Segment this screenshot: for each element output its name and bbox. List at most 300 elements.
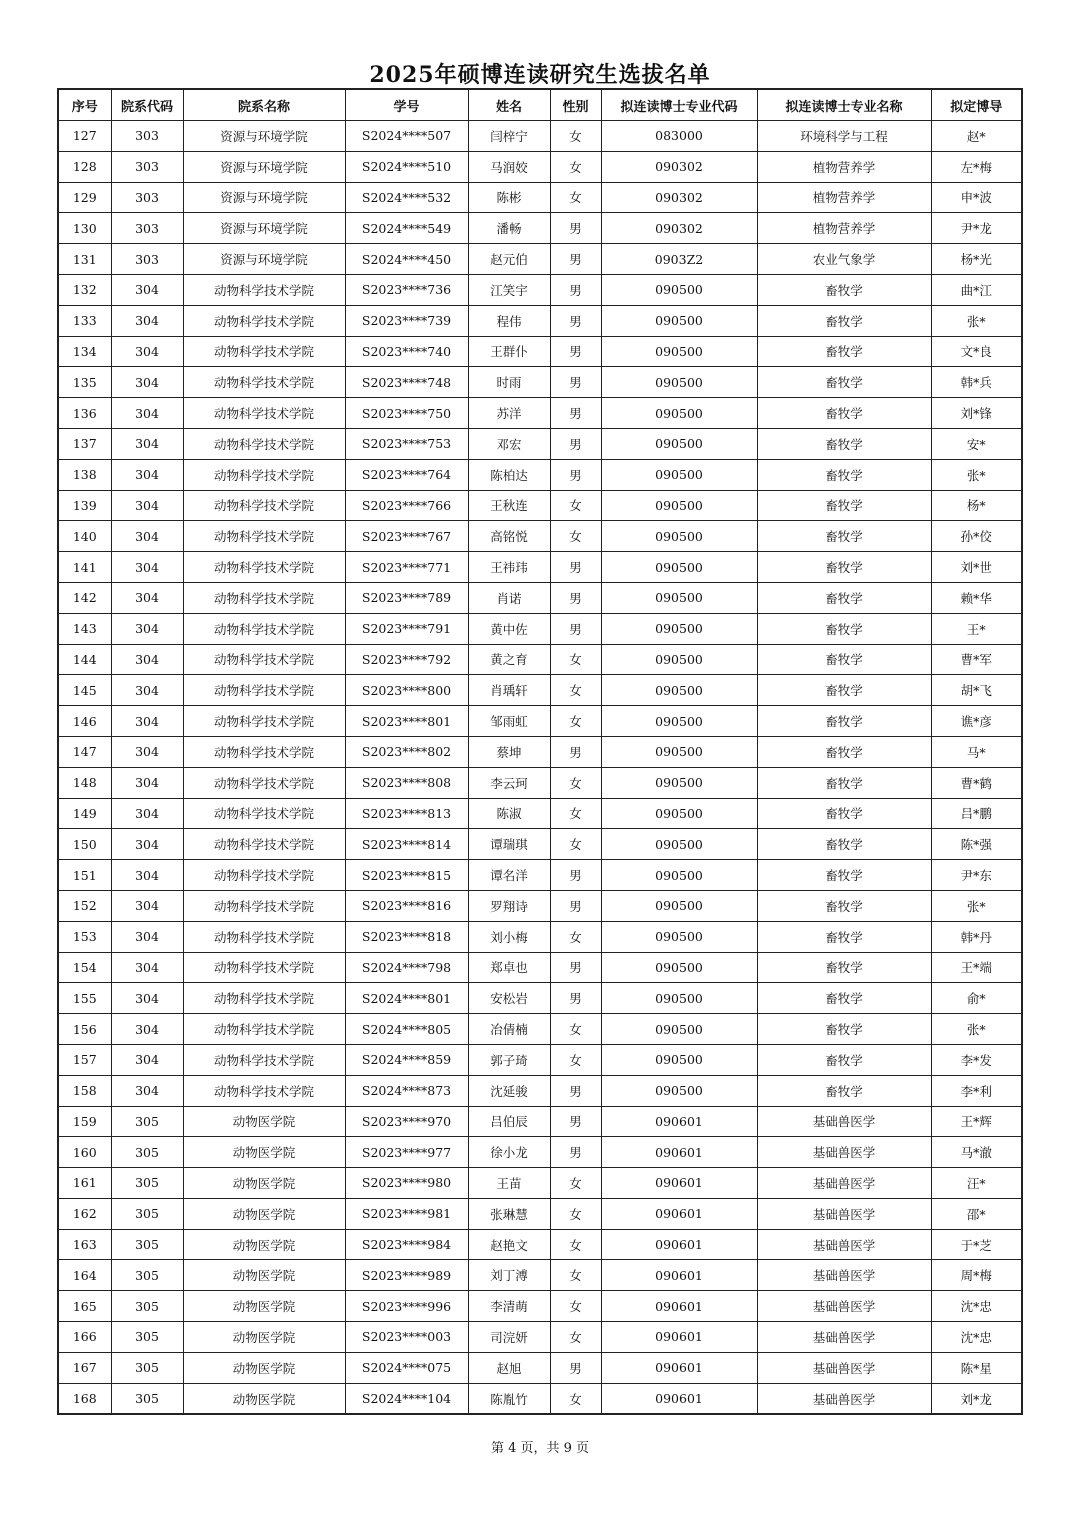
cell-major-name: 畜牧学 (757, 983, 931, 1014)
table-row (58, 582, 1022, 613)
cell-major-code: 090500 (601, 305, 757, 336)
cell-index: 135 (58, 367, 111, 398)
cell-major-code: 090500 (601, 367, 757, 398)
cell-gender: 男 (550, 459, 601, 490)
header-supervisor: 拟定博导 (931, 89, 1022, 121)
cell-dept-name: 动物科学技术学院 (183, 274, 345, 305)
cell-index: 167 (58, 1352, 111, 1383)
cell-dept-code: 304 (111, 1075, 183, 1106)
cell-index: 128 (58, 151, 111, 182)
cell-dept-name: 动物医学院 (183, 1168, 345, 1199)
cell-major-code: 083000 (601, 121, 757, 152)
table-row (58, 459, 1022, 490)
cell-major-name: 畜牧学 (757, 521, 931, 552)
cell-major-code: 090500 (601, 798, 757, 829)
cell-gender: 女 (550, 1014, 601, 1045)
cell-dept-name: 动物科学技术学院 (183, 521, 345, 552)
cell-major-name: 畜牧学 (757, 459, 931, 490)
cell-dept-name: 动物科学技术学院 (183, 459, 345, 490)
cell-major-code: 090500 (601, 767, 757, 798)
cell-dept-code: 303 (111, 182, 183, 213)
cell-index: 141 (58, 552, 111, 583)
cell-dept-name: 动物科学技术学院 (183, 860, 345, 891)
cell-supervisor: 陈*星 (931, 1352, 1022, 1383)
cell-index: 131 (58, 244, 111, 275)
cell-index: 142 (58, 582, 111, 613)
cell-major-name: 畜牧学 (757, 613, 931, 644)
cell-supervisor: 胡*飞 (931, 675, 1022, 706)
cell-index: 165 (58, 1291, 111, 1322)
cell-supervisor: 沈*忠 (931, 1291, 1022, 1322)
cell-supervisor: 张* (931, 890, 1022, 921)
cell-major-code: 090302 (601, 151, 757, 182)
cell-major-name: 畜牧学 (757, 860, 931, 891)
cell-student-id: S2023****748 (345, 367, 468, 398)
cell-supervisor: 刘*锋 (931, 398, 1022, 429)
cell-name: 刘丁溥 (468, 1260, 550, 1291)
cell-dept-code: 304 (111, 736, 183, 767)
cell-dept-name: 动物医学院 (183, 1291, 345, 1322)
cell-gender: 男 (550, 1106, 601, 1137)
cell-major-name: 基础兽医学 (757, 1198, 931, 1229)
cell-major-code: 0903Z2 (601, 244, 757, 275)
table-row (58, 1137, 1022, 1168)
cell-dept-code: 305 (111, 1106, 183, 1137)
cell-name: 蔡坤 (468, 736, 550, 767)
cell-dept-name: 动物医学院 (183, 1137, 345, 1168)
cell-supervisor: 申*波 (931, 182, 1022, 213)
cell-major-code: 090500 (601, 336, 757, 367)
selection-table (57, 88, 1023, 1415)
table-row (58, 336, 1022, 367)
cell-major-code: 090601 (601, 1260, 757, 1291)
cell-student-id: S2024****859 (345, 1044, 468, 1075)
cell-dept-code: 304 (111, 367, 183, 398)
cell-dept-code: 304 (111, 336, 183, 367)
cell-student-id: S2023****980 (345, 1168, 468, 1199)
cell-dept-name: 动物科学技术学院 (183, 613, 345, 644)
cell-dept-name: 动物科学技术学院 (183, 644, 345, 675)
cell-dept-code: 304 (111, 1014, 183, 1045)
cell-student-id: S2023****816 (345, 890, 468, 921)
cell-index: 151 (58, 860, 111, 891)
cell-supervisor: 吕*鹏 (931, 798, 1022, 829)
cell-gender: 男 (550, 983, 601, 1014)
table-row (58, 706, 1022, 737)
cell-major-code: 090601 (601, 1229, 757, 1260)
cell-dept-code: 304 (111, 305, 183, 336)
cell-major-name: 基础兽医学 (757, 1322, 931, 1353)
cell-supervisor: 左*梅 (931, 151, 1022, 182)
cell-name: 王群仆 (468, 336, 550, 367)
cell-student-id: S2024****805 (345, 1014, 468, 1045)
cell-supervisor: 李*发 (931, 1044, 1022, 1075)
cell-dept-name: 动物科学技术学院 (183, 1044, 345, 1075)
cell-name: 沈延骏 (468, 1075, 550, 1106)
cell-major-name: 畜牧学 (757, 398, 931, 429)
cell-gender: 女 (550, 829, 601, 860)
cell-major-name: 基础兽医学 (757, 1137, 931, 1168)
cell-dept-code: 304 (111, 767, 183, 798)
cell-name: 黄中佐 (468, 613, 550, 644)
cell-student-id: S2024****873 (345, 1075, 468, 1106)
cell-student-id: S2023****736 (345, 274, 468, 305)
cell-index: 168 (58, 1383, 111, 1414)
cell-student-id: S2023****766 (345, 490, 468, 521)
cell-student-id: S2023****996 (345, 1291, 468, 1322)
header-name: 姓名 (468, 89, 550, 121)
cell-index: 164 (58, 1260, 111, 1291)
cell-dept-code: 305 (111, 1260, 183, 1291)
cell-major-name: 畜牧学 (757, 736, 931, 767)
table-row (58, 428, 1022, 459)
cell-dept-code: 304 (111, 798, 183, 829)
cell-name: 王秋连 (468, 490, 550, 521)
cell-gender: 男 (550, 552, 601, 583)
cell-major-code: 090500 (601, 398, 757, 429)
cell-dept-code: 304 (111, 552, 183, 583)
cell-gender: 男 (550, 367, 601, 398)
cell-gender: 男 (550, 305, 601, 336)
cell-index: 155 (58, 983, 111, 1014)
cell-dept-name: 资源与环境学院 (183, 182, 345, 213)
table-row (58, 1198, 1022, 1229)
cell-dept-name: 动物科学技术学院 (183, 952, 345, 983)
cell-supervisor: 王* (931, 613, 1022, 644)
cell-student-id: S2023****977 (345, 1137, 468, 1168)
cell-student-id: S2024****507 (345, 121, 468, 152)
cell-name: 马润姣 (468, 151, 550, 182)
table-row (58, 1014, 1022, 1045)
cell-student-id: S2023****970 (345, 1106, 468, 1137)
cell-dept-name: 资源与环境学院 (183, 151, 345, 182)
cell-major-code: 090500 (601, 706, 757, 737)
cell-dept-code: 305 (111, 1137, 183, 1168)
cell-student-id: S2023****739 (345, 305, 468, 336)
cell-major-name: 基础兽医学 (757, 1168, 931, 1199)
cell-student-id: S2023****981 (345, 1198, 468, 1229)
cell-name: 谭瑞琪 (468, 829, 550, 860)
table-row (58, 890, 1022, 921)
cell-dept-code: 304 (111, 613, 183, 644)
cell-dept-code: 304 (111, 428, 183, 459)
cell-major-code: 090500 (601, 582, 757, 613)
cell-index: 160 (58, 1137, 111, 1168)
cell-dept-name: 动物科学技术学院 (183, 798, 345, 829)
cell-dept-name: 动物医学院 (183, 1383, 345, 1414)
cell-index: 145 (58, 675, 111, 706)
table-row (58, 1075, 1022, 1106)
cell-student-id: S2023****813 (345, 798, 468, 829)
cell-supervisor: 韩*兵 (931, 367, 1022, 398)
page-title: 2025年硕博连读研究生选拔名单 (369, 62, 711, 88)
cell-gender: 女 (550, 675, 601, 706)
cell-dept-code: 304 (111, 644, 183, 675)
cell-index: 140 (58, 521, 111, 552)
cell-major-name: 畜牧学 (757, 367, 931, 398)
table-row (58, 860, 1022, 891)
table-row (58, 367, 1022, 398)
cell-dept-name: 动物医学院 (183, 1229, 345, 1260)
table-row (58, 983, 1022, 1014)
cell-dept-code: 305 (111, 1352, 183, 1383)
cell-supervisor: 俞* (931, 983, 1022, 1014)
cell-gender: 女 (550, 1383, 601, 1414)
cell-supervisor: 张* (931, 1014, 1022, 1045)
cell-index: 129 (58, 182, 111, 213)
cell-student-id: S2023****792 (345, 644, 468, 675)
cell-major-name: 植物营养学 (757, 151, 931, 182)
table-row (58, 151, 1022, 182)
cell-dept-name: 动物科学技术学院 (183, 706, 345, 737)
cell-supervisor: 刘*龙 (931, 1383, 1022, 1414)
cell-supervisor: 邵* (931, 1198, 1022, 1229)
cell-supervisor: 尹*东 (931, 860, 1022, 891)
cell-dept-name: 动物科学技术学院 (183, 552, 345, 583)
cell-name: 邓宏 (468, 428, 550, 459)
cell-dept-code: 304 (111, 1044, 183, 1075)
cell-gender: 女 (550, 1198, 601, 1229)
cell-name: 司浣妍 (468, 1322, 550, 1353)
cell-supervisor: 王*辉 (931, 1106, 1022, 1137)
cell-name: 江笑宇 (468, 274, 550, 305)
page-footer: 第 4 页，共 9 页 (490, 1441, 590, 1456)
cell-major-name: 畜牧学 (757, 706, 931, 737)
table-row (58, 829, 1022, 860)
cell-major-code: 090500 (601, 829, 757, 860)
cell-supervisor: 王*端 (931, 952, 1022, 983)
table-row (58, 798, 1022, 829)
cell-dept-code: 304 (111, 952, 183, 983)
table-row (58, 1260, 1022, 1291)
cell-major-name: 畜牧学 (757, 336, 931, 367)
cell-gender: 女 (550, 767, 601, 798)
cell-index: 146 (58, 706, 111, 737)
cell-student-id: S2023****989 (345, 1260, 468, 1291)
cell-major-name: 畜牧学 (757, 428, 931, 459)
cell-supervisor: 谯*彦 (931, 706, 1022, 737)
cell-student-id: S2023****814 (345, 829, 468, 860)
cell-major-code: 090601 (601, 1383, 757, 1414)
cell-dept-code: 304 (111, 890, 183, 921)
cell-index: 149 (58, 798, 111, 829)
cell-supervisor: 陈*强 (931, 829, 1022, 860)
cell-major-name: 畜牧学 (757, 921, 931, 952)
cell-gender: 男 (550, 860, 601, 891)
cell-index: 143 (58, 613, 111, 644)
cell-name: 陈柏达 (468, 459, 550, 490)
table-row (58, 1106, 1022, 1137)
cell-index: 150 (58, 829, 111, 860)
cell-name: 刘小梅 (468, 921, 550, 952)
cell-major-code: 090500 (601, 675, 757, 706)
cell-index: 154 (58, 952, 111, 983)
cell-major-code: 090601 (601, 1352, 757, 1383)
table-row (58, 1229, 1022, 1260)
cell-student-id: S2024****510 (345, 151, 468, 182)
cell-dept-name: 动物科学技术学院 (183, 305, 345, 336)
cell-major-name: 基础兽医学 (757, 1260, 931, 1291)
cell-dept-name: 动物科学技术学院 (183, 767, 345, 798)
table-header-row (58, 89, 1022, 121)
cell-major-code: 090302 (601, 213, 757, 244)
cell-index: 161 (58, 1168, 111, 1199)
table-row (58, 213, 1022, 244)
cell-index: 136 (58, 398, 111, 429)
cell-dept-code: 304 (111, 582, 183, 613)
cell-dept-code: 304 (111, 274, 183, 305)
cell-name: 潘畅 (468, 213, 550, 244)
cell-major-name: 畜牧学 (757, 829, 931, 860)
cell-major-code: 090500 (601, 459, 757, 490)
cell-supervisor: 李*利 (931, 1075, 1022, 1106)
cell-index: 132 (58, 274, 111, 305)
cell-student-id: S2024****075 (345, 1352, 468, 1383)
cell-gender: 女 (550, 798, 601, 829)
cell-major-name: 基础兽医学 (757, 1352, 931, 1383)
cell-major-name: 基础兽医学 (757, 1106, 931, 1137)
cell-gender: 男 (550, 398, 601, 429)
cell-major-name: 畜牧学 (757, 798, 931, 829)
table-row (58, 644, 1022, 675)
table-row (58, 952, 1022, 983)
cell-student-id: S2024****549 (345, 213, 468, 244)
cell-dept-name: 动物科学技术学院 (183, 336, 345, 367)
cell-student-id: S2023****753 (345, 428, 468, 459)
cell-major-name: 畜牧学 (757, 644, 931, 675)
cell-major-name: 畜牧学 (757, 952, 931, 983)
cell-major-code: 090302 (601, 182, 757, 213)
cell-dept-name: 动物科学技术学院 (183, 1075, 345, 1106)
cell-dept-code: 304 (111, 921, 183, 952)
cell-student-id: S2023****767 (345, 521, 468, 552)
cell-name: 李云珂 (468, 767, 550, 798)
cell-dept-name: 动物医学院 (183, 1260, 345, 1291)
cell-index: 133 (58, 305, 111, 336)
cell-gender: 男 (550, 890, 601, 921)
cell-student-id: S2024****801 (345, 983, 468, 1014)
table-row (58, 675, 1022, 706)
cell-dept-code: 304 (111, 860, 183, 891)
cell-dept-name: 动物医学院 (183, 1352, 345, 1383)
cell-student-id: S2023****801 (345, 706, 468, 737)
cell-index: 162 (58, 1198, 111, 1229)
table-row (58, 552, 1022, 583)
cell-supervisor: 于*芝 (931, 1229, 1022, 1260)
cell-supervisor: 沈*忠 (931, 1322, 1022, 1353)
cell-gender: 女 (550, 1291, 601, 1322)
cell-supervisor: 曲*江 (931, 274, 1022, 305)
cell-major-code: 090601 (601, 1106, 757, 1137)
cell-dept-code: 303 (111, 151, 183, 182)
cell-name: 吕伯辰 (468, 1106, 550, 1137)
table-row (58, 521, 1022, 552)
cell-supervisor: 刘*世 (931, 552, 1022, 583)
cell-name: 罗翔诗 (468, 890, 550, 921)
table-row (58, 1352, 1022, 1383)
table-row (58, 305, 1022, 336)
cell-student-id: S2023****789 (345, 582, 468, 613)
cell-dept-code: 305 (111, 1383, 183, 1414)
table-row (58, 1044, 1022, 1075)
table-row (58, 921, 1022, 952)
cell-major-code: 090500 (601, 613, 757, 644)
cell-index: 134 (58, 336, 111, 367)
cell-name: 陈彬 (468, 182, 550, 213)
cell-index: 158 (58, 1075, 111, 1106)
cell-supervisor: 文*良 (931, 336, 1022, 367)
cell-major-code: 090601 (601, 1137, 757, 1168)
table-row (58, 244, 1022, 275)
cell-student-id: S2023****740 (345, 336, 468, 367)
cell-major-code: 090601 (601, 1168, 757, 1199)
cell-major-code: 090500 (601, 274, 757, 305)
cell-index: 137 (58, 428, 111, 459)
cell-gender: 男 (550, 244, 601, 275)
cell-name: 邹雨虹 (468, 706, 550, 737)
cell-gender: 男 (550, 736, 601, 767)
cell-name: 苏洋 (468, 398, 550, 429)
cell-name: 安松岩 (468, 983, 550, 1014)
cell-gender: 男 (550, 613, 601, 644)
cell-major-name: 基础兽医学 (757, 1383, 931, 1414)
cell-name: 黄之育 (468, 644, 550, 675)
cell-dept-code: 304 (111, 521, 183, 552)
cell-index: 139 (58, 490, 111, 521)
cell-supervisor: 杨* (931, 490, 1022, 521)
table-row (58, 1291, 1022, 1322)
cell-major-name: 畜牧学 (757, 490, 931, 521)
header-major-name: 拟连读博士专业名称 (757, 89, 931, 121)
cell-major-name: 农业气象学 (757, 244, 931, 275)
cell-student-id: S2023****791 (345, 613, 468, 644)
table-row (58, 767, 1022, 798)
cell-index: 127 (58, 121, 111, 152)
cell-major-name: 基础兽医学 (757, 1229, 931, 1260)
cell-major-code: 090601 (601, 1198, 757, 1229)
cell-student-id: S2024****798 (345, 952, 468, 983)
cell-major-code: 090500 (601, 644, 757, 675)
cell-name: 冶倩楠 (468, 1014, 550, 1045)
cell-student-id: S2023****750 (345, 398, 468, 429)
cell-major-code: 090500 (601, 490, 757, 521)
cell-name: 肖瑀轩 (468, 675, 550, 706)
cell-gender: 男 (550, 274, 601, 305)
cell-supervisor: 张* (931, 459, 1022, 490)
table-row (58, 1383, 1022, 1414)
cell-name: 赵艳文 (468, 1229, 550, 1260)
cell-dept-code: 303 (111, 121, 183, 152)
table-row (58, 1322, 1022, 1353)
cell-name: 谭名洋 (468, 860, 550, 891)
cell-major-code: 090500 (601, 428, 757, 459)
cell-dept-name: 动物科学技术学院 (183, 829, 345, 860)
table-row (58, 121, 1022, 152)
cell-major-code: 090500 (601, 1044, 757, 1075)
cell-dept-name: 动物科学技术学院 (183, 367, 345, 398)
cell-dept-name: 动物科学技术学院 (183, 428, 345, 459)
table-row (58, 274, 1022, 305)
cell-dept-name: 动物科学技术学院 (183, 890, 345, 921)
cell-supervisor: 孙*佼 (931, 521, 1022, 552)
cell-index: 152 (58, 890, 111, 921)
cell-gender: 女 (550, 151, 601, 182)
cell-supervisor: 张* (931, 305, 1022, 336)
cell-index: 147 (58, 736, 111, 767)
cell-major-name: 畜牧学 (757, 767, 931, 798)
cell-major-code: 090500 (601, 890, 757, 921)
cell-dept-name: 动物科学技术学院 (183, 736, 345, 767)
